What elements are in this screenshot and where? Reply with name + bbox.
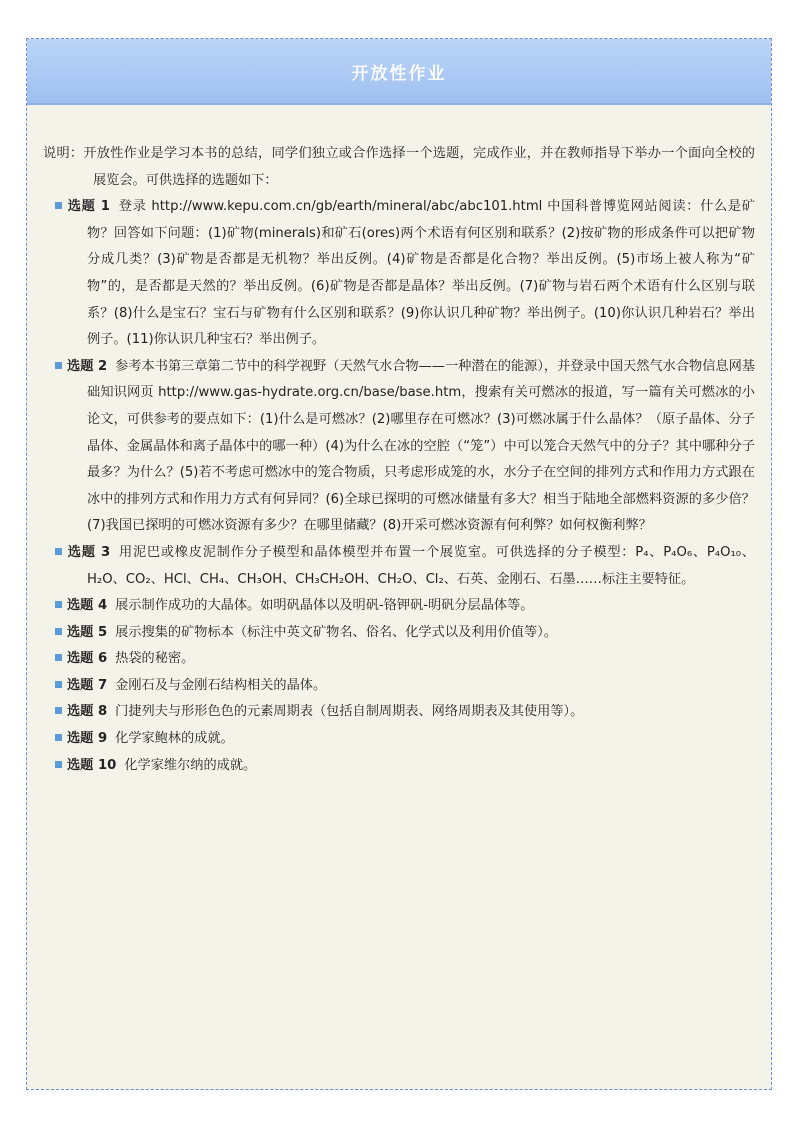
topic-text: 参考本书第三章第二节中的科学视野（天然气水合物——一种潜在的能源），并登录中国天然气水合物信息网基础知识网页 http://www.gas-hydrate.org.cn/base/base.htm，搜索有关可燃冰的报道，写一篇有关可燃冰的小论文，可供参考的要点如下：(1)什么是可燃冰？(2)哪里存在可燃冰？(3)可燃冰属于什么晶体？（原子晶体、分子晶体、金属晶体和离子晶体中的哪一种）(4)为什么在冰的空腔（“笼”）中可以笼合天然气中的分子？其中哪种分子最多？为什么？(5)若不考虑可燃冰中的笼合物质，只考虑形成笼的水，水分子在空间的排列方式和作用力方式跟在冰中的排列方式和作用力方式有何异同？(6)全球已探明的可燃冰储量有多大？相当于陆地全部燃料资源的多少倍？(7)我国已探明的可燃冰资源有多少？在哪里储藏？(8)开采可燃冰资源有何利弊？如何权衡利弊？ [87,358,755,534]
bullet-icon [55,654,62,661]
assignment-content [43,141,755,779]
bullet-icon [55,734,62,741]
bullet-icon [55,202,62,209]
bullet-icon [55,761,62,768]
list-item [43,753,755,780]
list-item [43,593,755,620]
topic-label: 选题 8 [67,704,108,720]
list-item [43,726,755,753]
topic-text: 展示搜集的矿物标本（标注中英文矿物名、俗名、化学式以及利用价值等）。 [115,624,557,640]
page-title: 开放性作业 [351,63,447,84]
bullet-icon [55,707,62,714]
bullet-icon [55,601,62,608]
bullet-icon [55,548,62,555]
list-item [43,699,755,726]
topic-text: 门捷列夫与形形色色的元素周期表（包括自制周期表、网络周期表及其使用等）。 [115,704,584,720]
list-item [43,620,755,647]
topic-text: 化学家鲍林的成就。 [115,731,234,747]
topic-label: 选题 3 [67,544,111,560]
topic-label: 选题 7 [67,677,108,693]
list-item [43,540,755,593]
topic-text: 化学家维尔纳的成就。 [124,757,257,773]
topic-label: 选题 4 [67,598,108,614]
bullet-icon [55,628,62,635]
topic-text: 金刚石及与金刚石结构相关的晶体。 [115,677,327,693]
bullet-icon [55,362,62,369]
list-item [43,673,755,700]
topic-text: 热袋的秘密。 [115,651,195,667]
bullet-icon [55,681,62,688]
topic-label: 选题 10 [67,757,117,773]
topic-label: 选题 2 [67,358,108,374]
topic-label: 选题 5 [67,624,108,640]
title-bar [27,39,771,105]
list-item [43,646,755,673]
assignment-panel [26,38,772,1090]
list-item [43,354,755,540]
topic-label: 选题 1 [67,199,110,215]
topic-list [43,194,755,779]
topic-text: 登录 http://www.kepu.com.cn/gb/earth/mineral/abc/abc101.html 中国科普博览网站阅读：什么是矿物？回答如下问题：(1)矿物(minerals)和矿石(ores)两个术语有何区别和联系？(2)按矿物的形成条件可以把矿物分成几类？(3)矿物是否都是无机物？举出反例。(4)矿物是否都是化合物？举出反例。(5)市场上被人称为“矿物”的，是否都是天然的？举出反例。(6)矿物是否都是晶体？举出反例。(7)矿物与岩石两个术语有什么区别与联系？(8)什么是宝石？宝石与矿物有什么区别和联系？(9)你认识几种矿物？举出例子。(10)你认识几种岩石？举出例子。(11)你认识几种宝石？举出例子。 [87,199,755,348]
intro-paragraph: 说明：开放性作业是学习本书的总结，同学们独立或合作选择一个选题，完成作业，并在教师指导下举办一个面向全校的展览会。可供选择的选题如下： [43,146,755,188]
topic-label: 选题 9 [67,731,108,747]
list-item [43,194,755,354]
topic-text: 展示制作成功的大晶体。如明矾晶体以及明矾-铬钾矾-明矾分层晶体等。 [115,598,534,614]
topic-text: 用泥巴或橡皮泥制作分子模型和晶体模型并布置一个展览室。可供选择的分子模型：P₄、P₄O₆、P₄O₁₀、H₂O、CO₂、HCl、CH₄、CH₃OH、CH₃CH₂OH、CH₂O、Cl₂、石英、金刚石、石墨……标注主要特征。 [87,544,755,587]
topic-label: 选题 6 [67,651,108,667]
